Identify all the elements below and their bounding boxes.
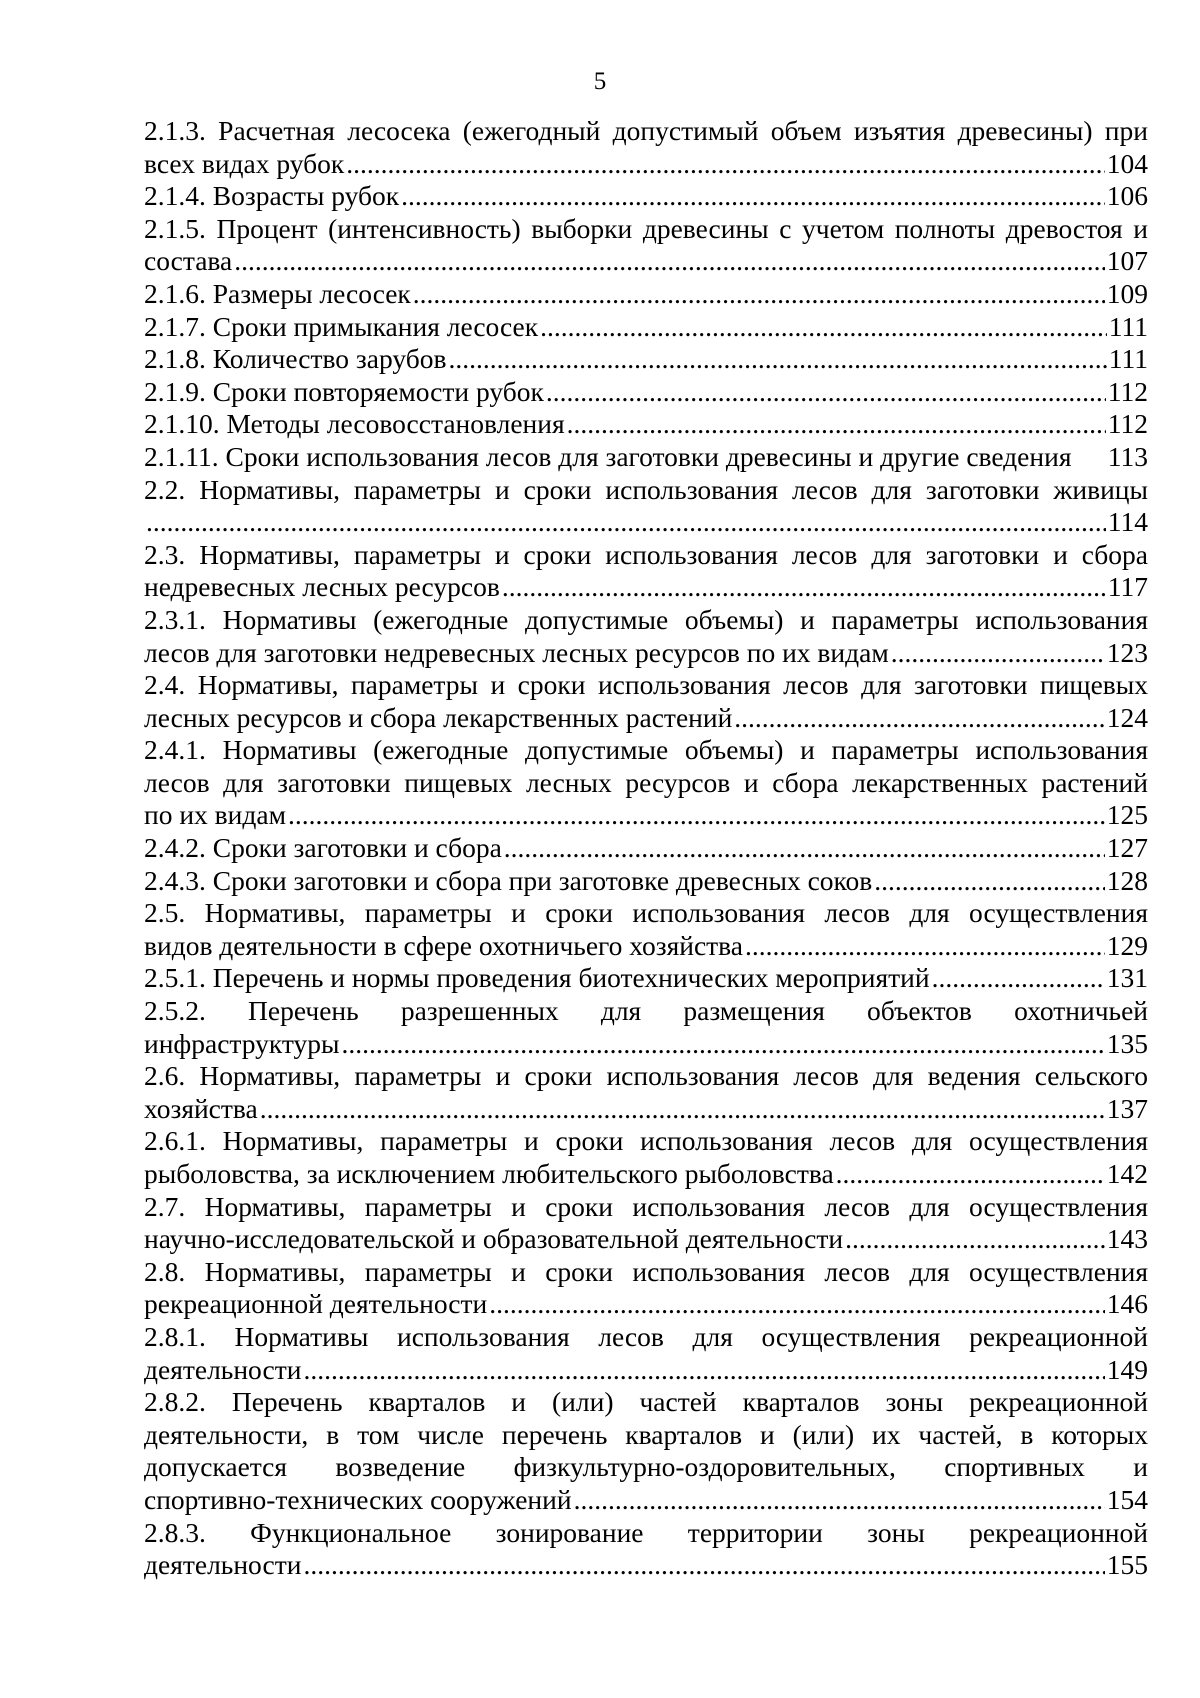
toc-entry-line: допускается возведение физкультурно-оздоровительных, спортивных и: [144, 1451, 1148, 1483]
toc-entry[interactable]: [144, 180, 1148, 213]
toc-entry-title: деятельности: [144, 1353, 302, 1385]
dot-leader: [734, 702, 1104, 735]
toc-entry-page-number: 143: [1106, 1223, 1148, 1255]
toc-entry-page-number: 111: [1108, 343, 1148, 375]
toc-entry-last-line: [144, 1093, 1148, 1126]
dot-leader: [146, 506, 1106, 539]
dot-leader: [891, 637, 1105, 670]
toc-entry-last-line: [144, 930, 1148, 963]
toc-entry[interactable]: [144, 311, 1148, 344]
dot-leader: [836, 1158, 1105, 1191]
toc-entry-title: 2.1.11. Сроки использования лесов для заготовки древесины и другие сведения: [144, 440, 1072, 472]
toc-entry-page-number: 137: [1106, 1092, 1148, 1124]
toc-entry-last-line: [144, 799, 1148, 832]
toc-entry-line: 2.6.1. Нормативы, параметры и сроки использования лесов для осуществления: [144, 1125, 1148, 1157]
toc-entry-line: 2.6. Нормативы, параметры и сроки использования лесов для ведения сельского: [144, 1060, 1148, 1092]
toc-entry-page-number: 155: [1106, 1549, 1148, 1581]
toc-entry-page-number: 129: [1106, 929, 1148, 961]
dot-leader: [303, 1354, 1104, 1387]
dot-leader: [574, 1484, 1105, 1517]
toc-entry[interactable]: [144, 734, 1148, 832]
toc-entry-page-number: 127: [1106, 832, 1148, 864]
toc-entry-line: деятельности, в том числе перечень кварталов и (или) их частей, в которых: [144, 1418, 1148, 1450]
toc-entry-page-number: 107: [1106, 245, 1148, 277]
toc-entry-page-number: 106: [1106, 180, 1148, 212]
toc-entry-line: 2.8. Нормативы, параметры и сроки использования лесов для осуществления: [144, 1255, 1148, 1287]
toc-entry[interactable]: [144, 1256, 1148, 1321]
dot-leader: [845, 1223, 1105, 1256]
toc-entry[interactable]: [144, 376, 1148, 409]
toc-entry-page-number: 112: [1107, 375, 1148, 407]
toc-entry-title: рыболовства, за исключением любительского рыболовства: [144, 1158, 834, 1189]
toc-entry-last-line: [144, 832, 1148, 865]
dot-leader: [504, 832, 1105, 865]
toc-entry-last-line: [144, 311, 1148, 344]
table-of-contents: [144, 115, 1148, 1582]
toc-entry-last-line: [144, 1484, 1148, 1517]
toc-entry[interactable]: [144, 115, 1148, 180]
toc-entry[interactable]: [144, 1125, 1148, 1190]
toc-entry-last-line: [144, 571, 1148, 604]
toc-entry-line: 2.2. Нормативы, параметры и сроки использования лесов для заготовки живицы: [144, 473, 1148, 505]
toc-entry[interactable]: [144, 1386, 1148, 1516]
toc-entry-last-line: [144, 343, 1148, 376]
toc-entry-last-line: [144, 1354, 1148, 1387]
toc-entry-last-line: [144, 148, 1148, 181]
toc-entry[interactable]: [144, 1191, 1148, 1256]
toc-entry-line: 2.7. Нормативы, параметры и сроки использования лесов для осуществления: [144, 1190, 1148, 1222]
toc-entry-page-number: 135: [1106, 1027, 1148, 1059]
toc-entry[interactable]: [144, 343, 1148, 376]
toc-entry[interactable]: [144, 1060, 1148, 1125]
toc-entry[interactable]: [144, 669, 1148, 734]
toc-entry[interactable]: [144, 1517, 1148, 1582]
toc-entry-last-line: [144, 1223, 1148, 1256]
toc-entry-title: хозяйства: [144, 1092, 258, 1124]
dot-leader: [502, 571, 1106, 604]
toc-entry-title: инфраструктуры: [144, 1027, 340, 1059]
toc-entry-title: видов деятельности в сфере охотничьего хозяйства: [144, 929, 743, 961]
dot-leader: [745, 930, 1105, 963]
toc-entry-page-number: 113: [1107, 440, 1148, 472]
dot-leader: [303, 1549, 1104, 1582]
toc-entry-title: состава: [144, 245, 233, 277]
dot-leader: [449, 343, 1107, 376]
toc-entry-page-number: 142: [1106, 1158, 1148, 1189]
toc-entry-title: научно-исследовательской и образовательной деятельности: [144, 1223, 844, 1255]
toc-entry-title: 2.1.7. Сроки примыкания лесосек: [144, 310, 539, 342]
dot-leader: [260, 1093, 1105, 1126]
dot-leader: [489, 1288, 1105, 1321]
toc-entry-page-number: 128: [1106, 864, 1148, 896]
dot-leader: [567, 408, 1106, 441]
toc-entry-last-line: [144, 441, 1148, 474]
toc-entry-line: лесов для заготовки пищевых лесных ресурсов и сбора лекарственных растений: [144, 766, 1148, 798]
toc-entry-last-line: [144, 1549, 1148, 1582]
dot-leader: [932, 962, 1105, 995]
toc-entry-line: 2.5. Нормативы, параметры и сроки использования лесов для осуществления: [144, 897, 1148, 929]
toc-entry[interactable]: [144, 441, 1148, 474]
dot-leader: [540, 311, 1107, 344]
toc-entry-page-number: 104: [1106, 147, 1148, 179]
toc-entry-last-line: [144, 376, 1148, 409]
dot-leader: [401, 180, 1105, 213]
toc-entry-title: деятельности: [144, 1549, 302, 1581]
toc-entry[interactable]: [144, 962, 1148, 995]
toc-entry-title: недревесных лесных ресурсов: [144, 571, 500, 603]
toc-entry-line: 2.3.1. Нормативы (ежегодные допустимые объемы) и параметры использования: [144, 603, 1148, 635]
toc-entry-title: 2.1.4. Возрасты рубок: [144, 180, 400, 212]
toc-entry[interactable]: [144, 1321, 1148, 1386]
toc-entry-title: 2.1.6. Размеры лесосек: [144, 277, 411, 309]
toc-entry-title: 2.1.9. Сроки повторяемости рубок: [144, 375, 544, 407]
toc-entry[interactable]: [144, 865, 1148, 898]
toc-entry-line: 2.5.2. Перечень разрешенных для размещения объектов охотничьей: [144, 995, 1148, 1027]
toc-entry-last-line: [144, 1288, 1148, 1321]
toc-entry-line: 2.1.5. Процент (интенсивность) выборки древесины с учетом полноты древостоя и: [144, 212, 1148, 244]
toc-entry-line: 2.8.3. Функциональное зонирование территории зоны рекреационной: [144, 1516, 1148, 1548]
toc-entry-page-number: 114: [1107, 506, 1148, 538]
toc-entry-last-line: [144, 865, 1148, 898]
toc-entry-page-number: 117: [1107, 571, 1148, 603]
toc-entry-page-number: 112: [1107, 408, 1148, 440]
toc-entry[interactable]: [144, 604, 1148, 669]
toc-entry-line: 2.8.2. Перечень кварталов и (или) частей кварталов зоны рекреационной: [144, 1386, 1148, 1418]
toc-entry-last-line: [144, 1028, 1148, 1061]
toc-entry-page-number: 123: [1106, 636, 1148, 668]
toc-entry-title: по их видам: [144, 799, 286, 831]
toc-entry[interactable]: [144, 539, 1148, 604]
toc-entry-page-number: 125: [1106, 799, 1148, 831]
toc-entry-title: всех видах рубок: [144, 147, 345, 179]
toc-entry-page-number: 111: [1108, 310, 1148, 342]
toc-entry-title: лесных ресурсов и сбора лекарственных растений: [144, 701, 733, 733]
toc-entry[interactable]: [144, 474, 1148, 539]
toc-entry-page-number: 146: [1106, 1288, 1148, 1320]
toc-entry[interactable]: [144, 213, 1148, 278]
toc-entry-page-number: 149: [1106, 1353, 1148, 1385]
toc-entry-line: 2.8.1. Нормативы использования лесов для осуществления рекреационной: [144, 1320, 1148, 1352]
toc-entry-last-line: [144, 1158, 1148, 1191]
toc-entry[interactable]: [144, 897, 1148, 962]
toc-entry-title: 2.1.8. Количество зарубов: [144, 343, 447, 375]
toc-entry-title: спортивно-технических сооружений: [144, 1483, 572, 1515]
toc-entry-last-line: [144, 962, 1148, 995]
dot-leader: [874, 865, 1105, 898]
toc-entry-title: 2.4.2. Сроки заготовки и сбора: [144, 832, 502, 864]
toc-entry-page-number: 131: [1106, 962, 1148, 994]
page-number: 5: [593, 68, 607, 95]
toc-entry-title: рекреационной деятельности: [144, 1288, 488, 1320]
toc-entry-title: лесов для заготовки недревесных лесных ресурсов по их видам: [144, 636, 889, 668]
dot-leader: [546, 376, 1106, 409]
toc-entry-last-line: [144, 245, 1148, 278]
toc-entry-page-number: 154: [1106, 1483, 1148, 1515]
toc-entry-title: 2.4.3. Сроки заготовки и сбора при заготовке древесных соков: [144, 864, 873, 896]
toc-entry-line: 2.4.1. Нормативы (ежегодные допустимые объемы) и параметры использования: [144, 734, 1148, 766]
toc-entry-last-line: [144, 278, 1148, 311]
toc-entry-last-line: [144, 408, 1148, 441]
toc-entry[interactable]: [144, 408, 1148, 441]
toc-entry-last-line: [144, 506, 1148, 539]
toc-entry-page-number: 109: [1106, 277, 1148, 309]
toc-entry-last-line: [144, 180, 1148, 213]
toc-entry-line: 2.4. Нормативы, параметры и сроки использования лесов для заготовки пищевых: [144, 669, 1148, 701]
toc-entry[interactable]: [144, 832, 1148, 865]
dot-leader: [413, 278, 1105, 311]
toc-entry-last-line: [144, 702, 1148, 735]
toc-entry-title: 2.5.1. Перечень и нормы проведения биотехнических мероприятий: [144, 962, 930, 994]
dot-leader: [342, 1028, 1105, 1061]
toc-entry-line: 2.3. Нормативы, параметры и сроки использования лесов для заготовки и сбора: [144, 538, 1148, 570]
dot-leader: [234, 245, 1105, 278]
toc-entry-line: 2.1.3. Расчетная лесосека (ежегодный допустимый объем изъятия древесины) при: [144, 115, 1148, 146]
dot-leader: [346, 148, 1105, 181]
toc-entry[interactable]: [144, 278, 1148, 311]
toc-entry-title: 2.1.10. Методы лесовосстановления: [144, 408, 565, 440]
toc-entry-page-number: 124: [1106, 701, 1148, 733]
toc-entry[interactable]: [144, 995, 1148, 1060]
dot-leader: [288, 799, 1105, 832]
toc-entry-last-line: [144, 637, 1148, 670]
